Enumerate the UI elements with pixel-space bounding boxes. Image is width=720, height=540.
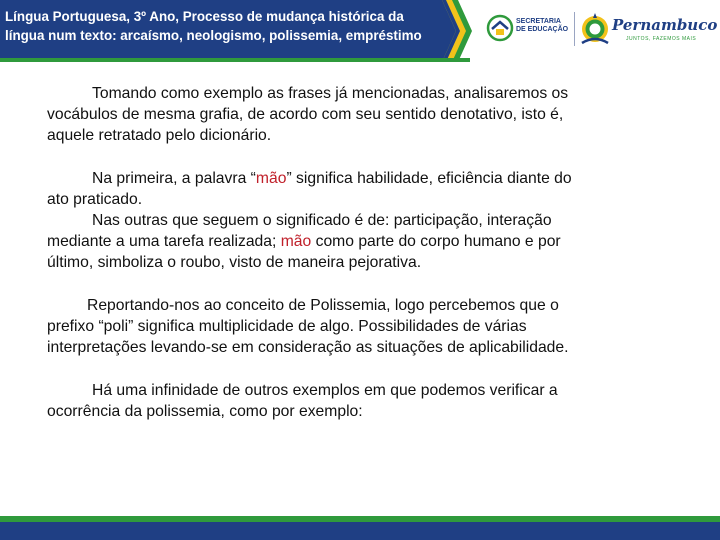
secretaria-label-line-1: SECRETARIA — [516, 18, 561, 25]
paragraph-2-line-1 — [47, 168, 707, 189]
paragraph-2-text-b: ” significa habilidade, eficiência diante do — [286, 170, 572, 187]
header-title-bar — [0, 0, 458, 58]
footer-bar — [0, 522, 720, 540]
paragraph-3 — [47, 210, 707, 273]
paragraph-3-text-a: mediante a uma tarefa realizada; — [47, 233, 281, 250]
paragraph-4-line-2: prefixo “poli” significa multiplicidade de algo. Possibilidades de várias — [47, 318, 527, 335]
paragraph-3-line-3: último, simboliza o roubo, visto de maneira pejorativa. — [47, 254, 422, 271]
pernambuco-crest-icon — [579, 10, 611, 48]
paragraph-1-line-2: vocábulos de mesma grafia, de acordo com seu sentido denotativo, isto é, — [47, 106, 564, 123]
paragraph-1 — [47, 83, 707, 146]
paragraph-4-line-1: Reportando-nos ao conceito de Polissemia, logo percebemos que o — [87, 297, 559, 314]
paragraph-5 — [47, 380, 707, 422]
chevron-icon — [442, 0, 472, 62]
slide-title — [5, 7, 450, 45]
secretaria-education-icon — [486, 14, 514, 42]
paragraph-3-text-b: como parte do corpo humano e por — [311, 233, 561, 250]
paragraph-3-line-1: Nas outras que seguem o significado é de: participação, interação — [92, 212, 552, 229]
paragraph-1-line-3: aquele retratado pelo dicionário. — [47, 127, 272, 144]
slide-header — [0, 0, 720, 62]
paragraph-2 — [47, 168, 707, 210]
paragraph-1-line-1: Tomando como exemplo as frases já mencionadas, analisaremos os — [92, 85, 569, 102]
slide-title-line-2: língua num texto: arcaísmo, neologismo, polissemia, empréstimo — [5, 28, 422, 43]
highlighted-word: mão — [255, 170, 287, 187]
state-name-wordmark: Pernambuco — [612, 16, 718, 34]
paragraph-3-line-2 — [47, 231, 707, 252]
slide-body — [47, 83, 707, 422]
paragraph-4 — [47, 295, 707, 358]
secretaria-label — [516, 18, 568, 34]
paragraph-2-line-2: ato praticado. — [47, 191, 143, 208]
slide-title-line-1: Língua Portuguesa, 3º Ano, Processo de mudança histórica da — [5, 9, 404, 24]
secretaria-label-line-2: DE EDUCAÇÃO — [516, 26, 569, 33]
paragraph-2-text-a: Na primeira, a palavra “ — [92, 170, 256, 187]
state-slogan: JUNTOS, FAZEMOS MAIS — [626, 36, 697, 42]
header-green-stripe — [0, 58, 470, 62]
logo-divider — [574, 12, 575, 46]
highlighted-word: mão — [280, 233, 312, 250]
paragraph-4-line-3: interpretações levando-se em consideração as situações de aplicabilidade. — [47, 339, 569, 356]
paragraph-5-line-2: ocorrência da polissemia, como por exemplo: — [47, 403, 363, 420]
paragraph-5-line-1: Há uma infinidade de outros exemplos em que podemos verificar a — [92, 382, 558, 399]
